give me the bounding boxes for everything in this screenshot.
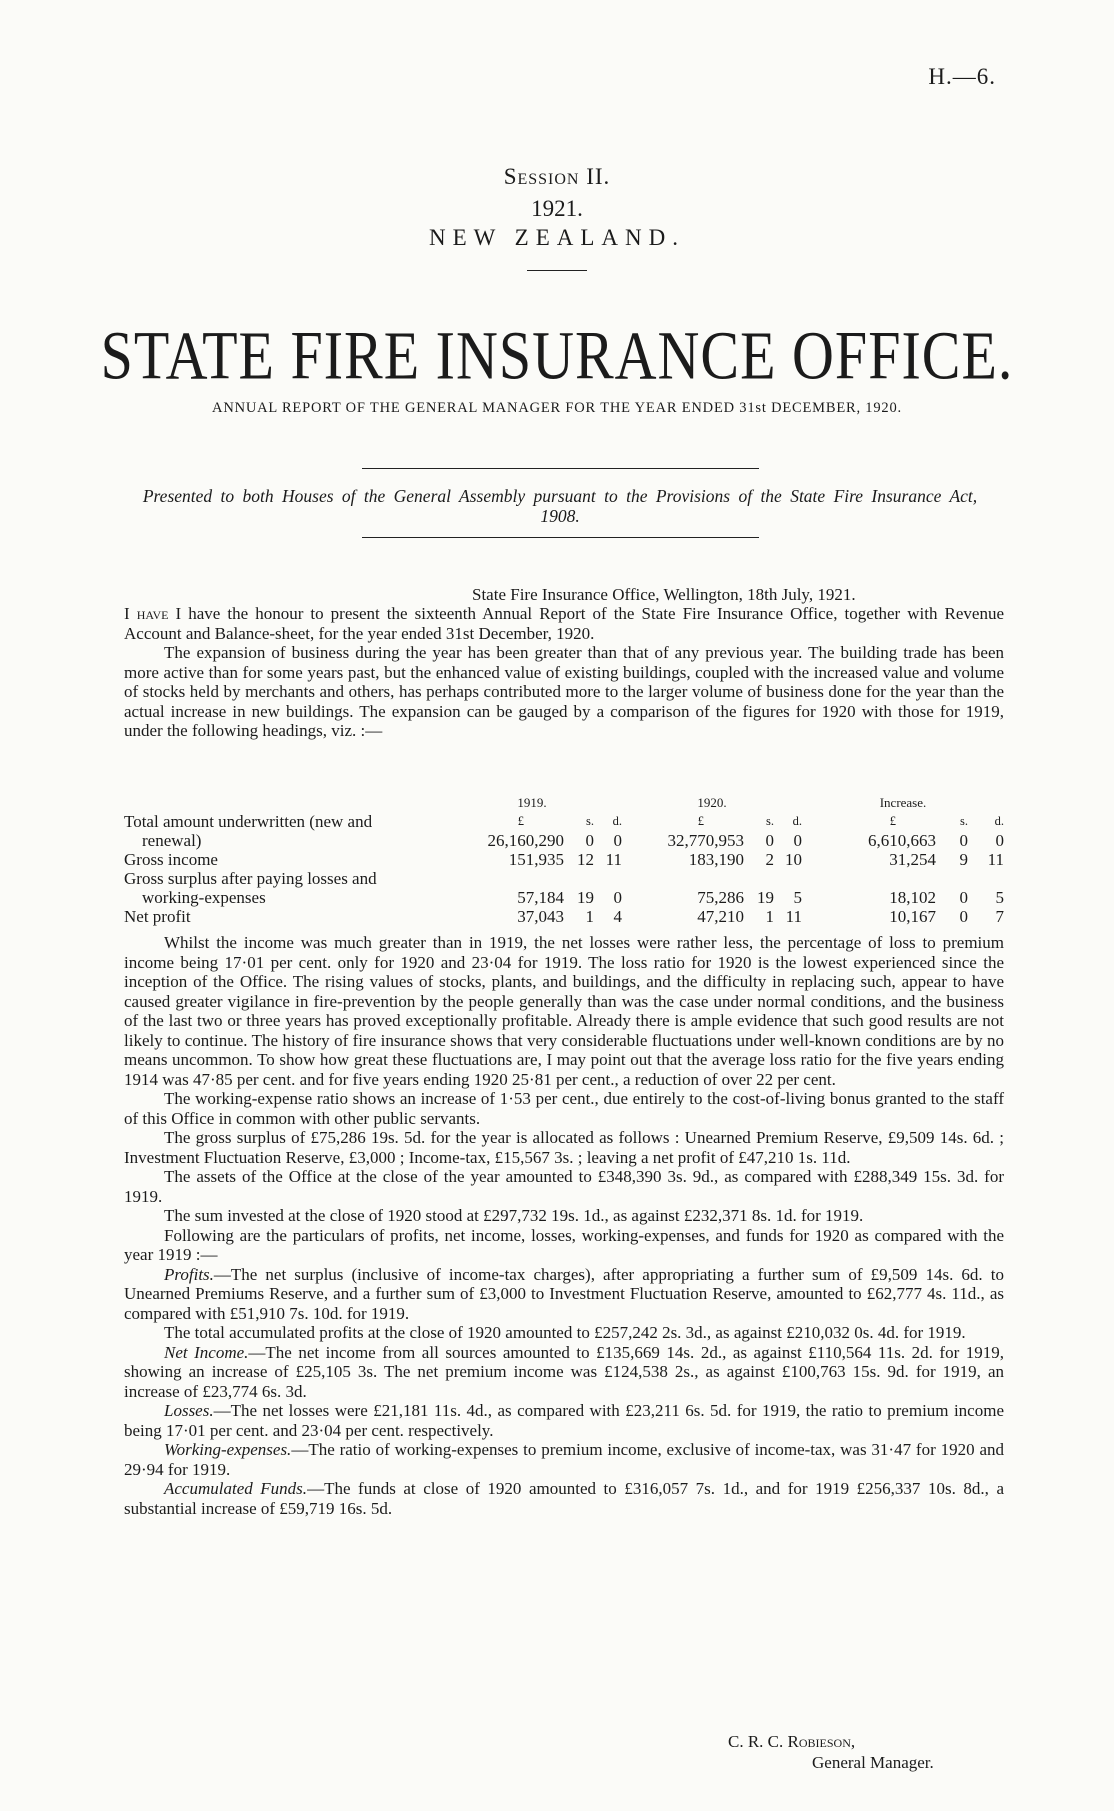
unit-pound: £: [517, 814, 524, 828]
cell: 26,160,290: [487, 831, 564, 850]
cell: 19: [577, 888, 594, 907]
section-profits: Profits.—The net surplus (inclusive of income-tax charges), after appropriating a further sum of £9,509 14s. 6d. to Unearned Premiums Reserve, and a further sum of £3,000 to Investment Fluctuation Reserve, amounted to £62,777 4s. 11d., as compared with £51,910 7s. 10d. for 1919.: [124, 1264, 1004, 1323]
cell: 5: [793, 888, 802, 907]
section-losses: Losses.—The net losses were £21,181 11s. 4d., as compared with £23,211 6s. 5d. for 1919, the ratio to premium income being 17·01 per cent. and 23·04 per cent. respectively.: [124, 1401, 1004, 1440]
cell: 0: [959, 831, 968, 850]
row-label: working-expenses: [142, 888, 266, 907]
unit-shillings: s.: [766, 814, 774, 828]
unit-pence: d.: [792, 814, 802, 828]
table-row: [124, 831, 1004, 850]
unit-shillings: s.: [960, 814, 968, 828]
section-accumulated-profits: The total accumulated profits at the close of 1920 amounted to £257,242 2s. 3d., as against £210,032 0s. 4d. for 1919.: [164, 1323, 966, 1342]
comparison-table: [124, 793, 1004, 926]
cell: 37,043: [517, 907, 564, 926]
row-label: renewal): [142, 831, 202, 850]
paragraph: The sum invested at the close of 1920 stood at £297,732 19s. 1d., as against £232,371 8s. 1d. for 1919.: [164, 1206, 864, 1225]
report-subtitle: ANNUAL REPORT OF THE GENERAL MANAGER FOR THE YEAR ENDED 31st DECEMBER, 1920.: [212, 400, 902, 416]
cell: 11: [605, 850, 622, 869]
col-1920: 1920.: [697, 795, 727, 810]
report-body: [124, 933, 1004, 1518]
cell: 57,184: [517, 888, 564, 907]
cell: 75,286: [697, 888, 744, 907]
cell: 0: [995, 831, 1004, 850]
cell: 4: [613, 907, 622, 926]
cell: 0: [613, 888, 622, 907]
section-net-income: Net Income.—The net income from all sources amounted to £135,669 14s. 2d., as against £110,564 11s. 2d. for 1919, showing an increase of £25,105 3s. The net premium income was £124,538 2s., as against £100,763 15s. 9d. for 1919, an increase of £23,774 6s. 3d.: [124, 1342, 1005, 1401]
paragraph: The working-expense ratio shows an increase of 1·53 per cent., due entirely to the cost-of-living bonus granted to the staff of this Office in common with other public servants.: [124, 1089, 1004, 1128]
cell: 12: [577, 850, 594, 869]
cell: 9: [959, 850, 968, 869]
cell: 1: [585, 907, 594, 926]
signature-name: C. R. C. Robieson,: [728, 1732, 856, 1751]
paragraph: Whilst the income was much greater than in 1919, the net losses were rather less, the percentage of loss to premium income being 17·01 per cent. only for 1920 and 23·04 for 1919. The loss ratio for 1920 is the lowest experienced since the inception of the Office. The rising values of stocks, plants, and buildings, and the difficulty in replacing such, appear to have caused greater vigilance in fire-prevention by the people generally than was the case under normal conditions, and the business of the last two or three years has proved exceptionally profitable. Already there is ample evidence that such good results are not likely to continue. The history of fire insurance shows that very considerable fluctuations under well-known conditions are by no means uncommon. To show how great these fluctuations are, I may point out that the average loss ratio for the five years ending 1914 was 47·85 per cent. and for five years ending 1920 25·81 per cent., a reduction of over 22 per cent.: [124, 933, 1004, 1089]
table-row: [124, 850, 1004, 869]
cell: 2: [765, 850, 774, 869]
header-rule: [527, 270, 587, 271]
row-label: Gross income: [124, 850, 218, 869]
presented-note: Presented to both Houses of the General Assembly pursuant to the Provisions of the State Fire Insurance Act, 1908.: [142, 486, 978, 526]
unit-pound: £: [889, 814, 896, 828]
presented-rule-top: [362, 468, 759, 469]
section-accumulated-funds: Accumulated Funds.—The funds at close of 1920 amounted to £316,057 7s. 1d., and for 1919 £256,337 10s. 8d., a substantial increase of £59,719 16s. 5d.: [124, 1479, 1004, 1518]
cell: 11: [987, 850, 1004, 869]
dateline: State Fire Insurance Office, Wellington, 18th July, 1921.: [472, 585, 856, 604]
report-title: STATE FIRE INSURANCE OFFICE.: [100, 317, 1014, 394]
cell: 10,167: [889, 907, 936, 926]
cell: 19: [757, 888, 774, 907]
signature-title: General Manager.: [812, 1753, 934, 1772]
paragraph: Following are the particulars of profits, net income, losses, working-expenses, and funds for 1920 as compared with the year 1919 :—: [124, 1225, 1004, 1264]
cell: 0: [613, 831, 622, 850]
cell: 183,190: [688, 850, 744, 869]
cell: 0: [585, 831, 594, 850]
cell: 10: [785, 850, 802, 869]
section-working-expenses: Working-expenses.—The ratio of working-expenses to premium income, exclusive of income-tax, was 31·47 for 1920 and 29·94 for 1919.: [124, 1440, 1004, 1479]
cell: 1: [765, 907, 774, 926]
table-row: [124, 907, 1004, 926]
table-row: [124, 812, 1004, 831]
session-year: 1921.: [531, 196, 583, 221]
cell: 11: [785, 907, 802, 926]
paper-reference: H.—6.: [928, 64, 996, 89]
col-increase: Increase.: [879, 795, 927, 810]
row-label: Net profit: [124, 907, 191, 926]
table-year-header: [124, 793, 1004, 812]
cell: 0: [793, 831, 802, 850]
cell: 7: [995, 907, 1004, 926]
unit-pence: d.: [612, 814, 622, 828]
cell: 0: [765, 831, 774, 850]
cell: 0: [959, 888, 968, 907]
col-1919: 1919.: [517, 795, 547, 810]
country-name: NEW ZEALAND.: [428, 225, 686, 250]
paragraph: The assets of the Office at the close of the year amounted to £348,390 3s. 9d., as compared with £288,349 15s. 3d. for 1919.: [124, 1167, 1004, 1206]
intro-text: [124, 604, 1004, 741]
cell: 0: [959, 907, 968, 926]
paragraph: The gross surplus of £75,286 19s. 5d. for the year is allocated as follows : Unearned Premium Reserve, £9,509 14s. 6d. ; Investment Fluctuation Reserve, £3,000 ; Income-tax, £15,567 3s. ; leaving a net profit of £47,210 1s. 11d.: [124, 1128, 1004, 1167]
session-label: Session II.: [503, 164, 611, 189]
unit-pence: d.: [994, 814, 1004, 828]
unit-pound: £: [697, 814, 704, 828]
table-row: [124, 869, 1004, 888]
table-row: [124, 888, 1004, 907]
cell: 31,254: [889, 850, 936, 869]
row-label: Total amount underwritten (new and: [124, 812, 373, 831]
cell: 5: [995, 888, 1004, 907]
intro-paragraph-1: I have I have the honour to present the sixteenth Annual Report of the State Fire Insurance Office, together with Revenue Account and Balance-sheet, for the year ended 31st December, 1920.: [124, 604, 1004, 643]
row-label: Gross surplus after paying losses and: [124, 869, 377, 888]
presented-rule-bottom: [362, 537, 759, 538]
cell: 6,610,663: [868, 831, 936, 850]
unit-shillings: s.: [586, 814, 594, 828]
cell: 47,210: [697, 907, 744, 926]
cell: 18,102: [889, 888, 936, 907]
intro-paragraph-2: The expansion of business during the year has been greater than that of any previous year. The building trade has been more active than for some years past, but the enhanced value of existing buildings, coupled with the increased value and volume of stocks held by merchants and others, has perhaps contributed more to the larger volume of business done for the year than the actual increase in new buildings. The expansion can be gauged by a comparison of the figures for 1920 with those for 1919, under the following headings, viz. :—: [124, 643, 1004, 740]
cell: 32,770,953: [667, 831, 744, 850]
cell: 151,935: [508, 850, 564, 869]
